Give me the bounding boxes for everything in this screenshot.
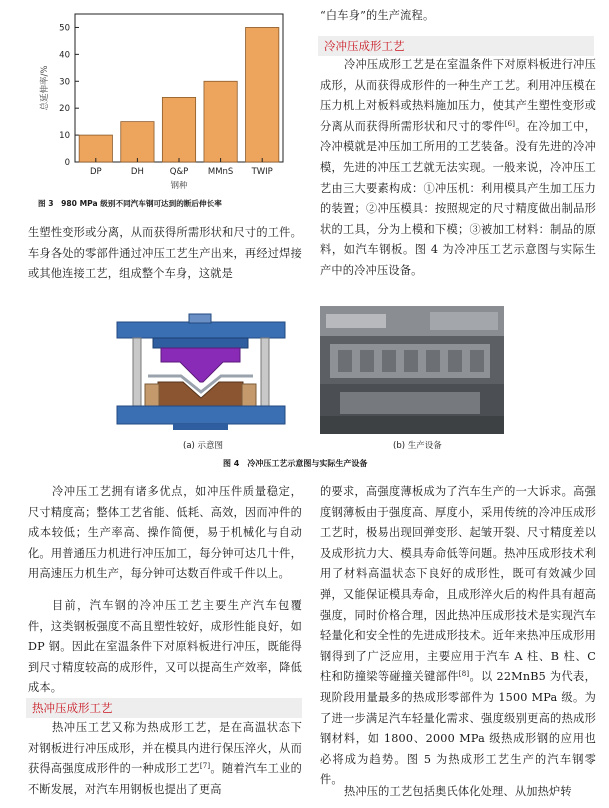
fig4-subcaption-a: (a) 示意图 [183,441,224,451]
y-tick-label: 10 [59,131,70,142]
fig4-caption: 图 4 冷冲压工艺示意图与实际生产设备 [223,459,368,468]
y-tick-label: 40 [59,50,70,61]
y-axis-label: 总延伸率/% [40,65,50,111]
y-tick-label: 0 [64,158,70,168]
left-para-1: 生塑性变形或分离，从而获得所需形状和尺寸的工件。车身各处的零部件通过冲压工艺生产出来，再经过焊接或其他连接工艺，组成整个车身，这就是 [28,226,302,281]
fig4-subcaption-b: (b) 生产设备 [393,441,442,451]
right-para-1 [320,55,596,282]
right-para-0: “白车身”的生产流程。 [320,9,435,22]
ref-6: [6] [504,119,516,128]
fig3-chart [0,0,300,200]
right-para-3: 热冲压的工艺包括奥氏体化处理、从加热炉转 [344,785,572,798]
x-tick-label: Q&P [169,167,189,177]
fig4b-production-equipment-photo [320,306,504,434]
x-tick-label: MMnS [207,167,234,177]
left-para-4-text-b: 。随着汽车工业的不断发展，对汽车用钢板也提出了更高 [28,762,302,796]
x-tick-label: TWIP [251,167,273,177]
y-tick-label: 50 [59,23,70,34]
right-para-2-text-a: 的要求，高强度薄板成为了汽车生产的一大诉求。高强度钢薄板由于强度高、厚度小，采用传统的冷冲压成形工艺时，极易出现回弹变形、起皱开裂、尺寸精度差以及成形抗力大、模具寿命低等问题。热冲压成形技术利用了材料高温状态下良好的成形性，既可有效减少回弹，又能保证模具寿命，且成形淬火后的构件具有超高强度，同时价格合理，因此热冲压成形技术是实现汽车轻量化和安全性的先进成形技术。近年来热冲压成形用钢得到了广泛应用，主要应用于汽车 A 柱、B 柱、C 柱和防撞梁等碰撞关键部件 [320,485,596,684]
y-tick-label: 20 [59,104,70,115]
fig4a-die-schematic [103,306,298,434]
left-para-3: 目前，汽车钢的冷冲压工艺主要生产汽车包覆件，这类钢板强度不高且塑性较好，成形性能良好，如 DP 钢。因此在室温条件下对原料板进行冲压，既能得到尺寸精度较高的成形件，又可以提高生产效率，降低成本。 [28,599,302,695]
left-para-4-text-a: 热冲压工艺又称为热成形工艺，是在高温状态下对钢板进行冲压成形，并在模具内进行保压淬火，从而获得高强度成形件的一种成形工艺 [28,721,302,776]
bar-dp [79,135,112,162]
ref-8: [8] [458,670,470,679]
x-axis-label: 钢种 [170,181,188,191]
y-tick-label: 30 [59,77,70,88]
left-para-4 [28,718,302,800]
ref-7: [7] [199,762,211,771]
fig3-caption: 图 3 980 MPa 级别不同汽车钢可达到的断后伸长率 [38,199,222,208]
right-para-2-text-b: 。以 22MnB5 为代表，现阶段用量最多的热成形零部件为 1500 MPa 级。为了进一步满足汽车轻量化需求、强度级别更高的热成形钢材料，如 1800、2000 MPa 级热成形钢的应用也必将成为趋势。图 5 为热成形工艺生产的汽车钢零件。 [320,670,596,787]
right-para-1-text-a: 冷冲压成形工艺是在室温条件下对原料板进行冲压成形，从而获得成形件的一种生产工艺。利用冲压模在压力机上对板料或热料施加压力，使其产生塑性变形或分离从而获得所需形状和尺寸的零件 [320,58,596,133]
x-tick-label: DP [89,167,102,177]
bar-twip [246,27,279,162]
cold-stamping-heading: 冷冲压成形工艺 [318,36,594,56]
right-para-2 [320,482,596,791]
x-tick-label: DH [130,167,144,177]
bar-mmns [204,81,237,162]
upper-die-base [117,322,285,338]
bar-dh [121,122,154,162]
left-para-2: 冷冲压工艺拥有诸多优点，如冲压件质量稳定，尺寸精度高；整体工艺省能、低耗、高效，因而冲件的成本较低；生产率高、操作简便，易于机械化与自动化。用普通压力机进行冲压加工，每分钟可达几十件，用高速压力机生产，每分钟可达数百件或千件以上。 [28,485,302,581]
right-para-1-text-b: 。在冷加工中，冷冲模就是冲压加工所用的工艺装备。没有先进的冷冲模，先进的冲压工艺就无法实现。一般来说，冷冲压工艺由三大要素构成：①冲压机：利用模具产生加工压力的装置；②冲压模具：按照规定的尺寸精度做出制品形状的工具，分为上模和下模；③被加工材料：制品的原料，如汽车钢板。图 4 为冷冲压工艺示意图与实际生产中的冷冲压设备。 [320,119,597,277]
bar-qp [162,97,195,162]
lower-die-base [117,406,285,424]
hot-stamping-heading: 热冲压成形工艺 [26,698,302,718]
